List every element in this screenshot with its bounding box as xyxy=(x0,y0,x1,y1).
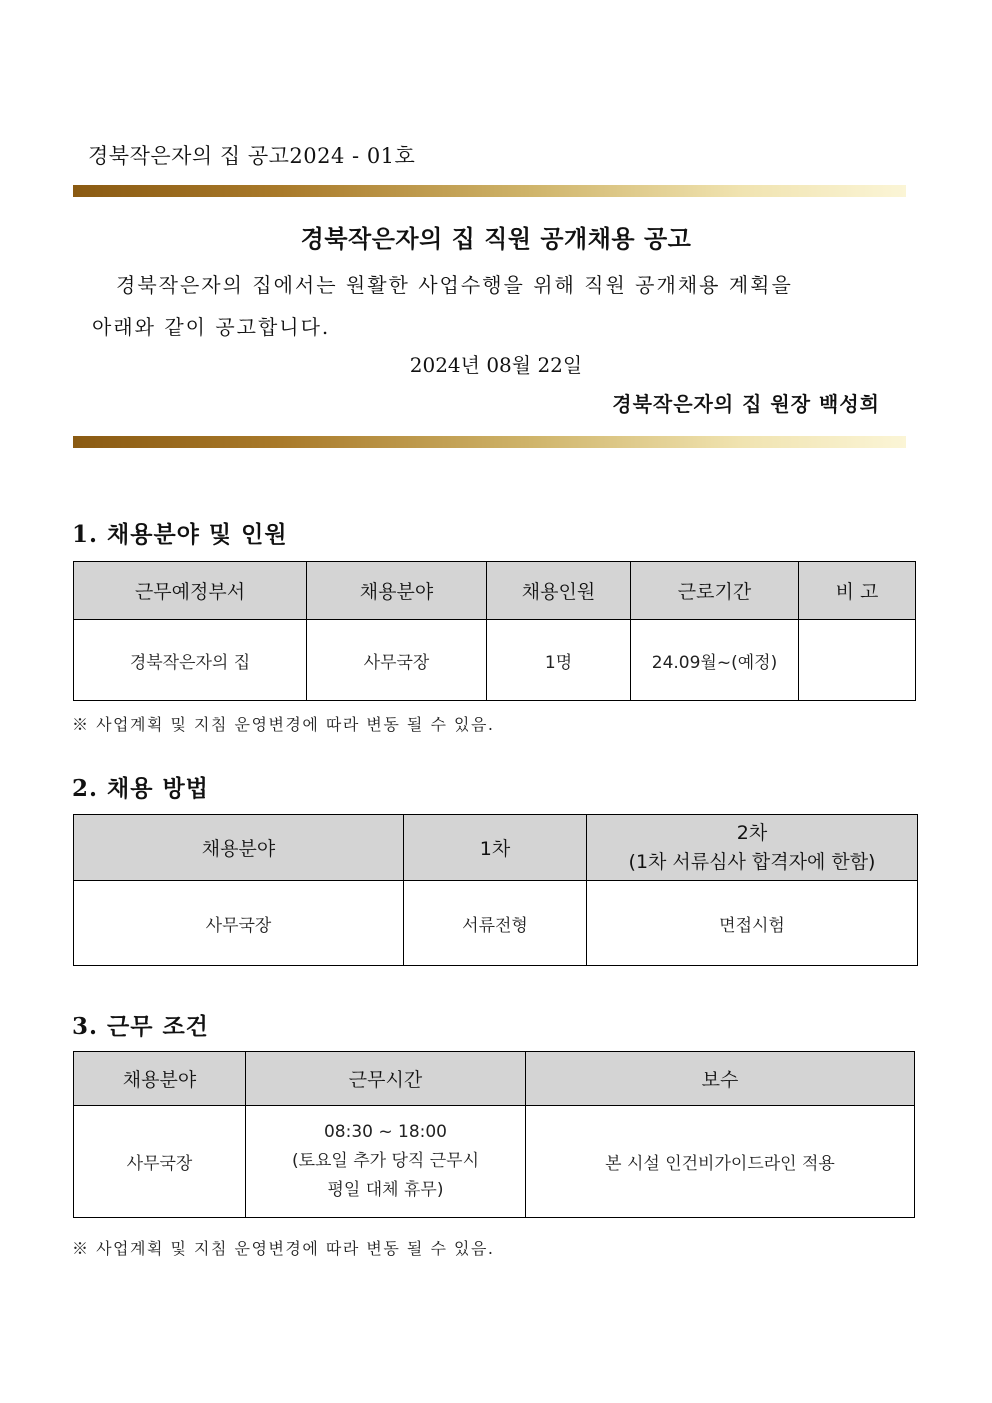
top-divider xyxy=(73,185,906,197)
table-header-row xyxy=(74,1052,915,1106)
table-cell: 서류전형 xyxy=(404,881,587,966)
table-cell: 사무국장 xyxy=(74,1106,246,1218)
intro-line-1: 경북작은자의 집에서는 원활한 사업수행을 위해 직원 공개채용 계획을 xyxy=(116,273,793,297)
table-header: 채용분야 xyxy=(307,562,487,620)
table-header: 근무시간 xyxy=(246,1052,526,1106)
table-header: 비 고 xyxy=(799,562,916,620)
recruitment-table xyxy=(73,561,916,701)
table-header: 근로기간 xyxy=(631,562,799,620)
date-text: 2024년 08월 22일 xyxy=(409,353,583,377)
table-header xyxy=(587,815,918,881)
conditions-table xyxy=(73,1051,915,1218)
table-cell: 경북작은자의 집 xyxy=(74,620,307,701)
table-header: 채용분야 xyxy=(74,815,404,881)
table-header-row xyxy=(74,815,918,881)
table-cell xyxy=(799,620,916,701)
section-1-note: ※ 사업계획 및 지침 운영변경에 따라 변동 될 수 있음. xyxy=(72,715,495,734)
table-row xyxy=(74,620,916,701)
document-title: 경북작은자의 집 직원 공개채용 공고 xyxy=(300,224,692,253)
header-line: 2차 xyxy=(736,821,768,844)
table-cell: 사무국장 xyxy=(307,620,487,701)
table-cell: 사무국장 xyxy=(74,881,404,966)
section-3-title: 3. 근무 조건 xyxy=(72,1013,209,1040)
header-line: (1차 서류심사 합격자에 한함) xyxy=(628,850,876,873)
notice-date xyxy=(0,349,992,378)
section-3-note: ※ 사업계획 및 지침 운영변경에 따라 변동 될 수 있음. xyxy=(72,1239,495,1258)
bottom-divider xyxy=(73,436,906,448)
signer: 경북작은자의 집 원장 백성희 xyxy=(612,392,880,416)
notice-number: 경북작은자의 집 공고2024 - 01호 xyxy=(88,144,416,168)
intro-paragraph xyxy=(92,264,886,348)
table-header: 보수 xyxy=(526,1052,915,1106)
table-header: 채용인원 xyxy=(487,562,631,620)
table-cell: 본 시설 인건비가이드라인 적용 xyxy=(526,1106,915,1218)
table-header: 근무예정부서 xyxy=(74,562,307,620)
table-cell: 24.09월~(예정) xyxy=(631,620,799,701)
table-row xyxy=(74,881,918,966)
table-header-row xyxy=(74,562,916,620)
work-hours-cell xyxy=(246,1106,526,1218)
table-row xyxy=(74,1106,915,1218)
intro-line-2: 아래와 같이 공고합니다. xyxy=(92,315,331,339)
hours-line: (토요일 추가 당직 근무시 xyxy=(291,1151,480,1171)
section-1-title: 1. 채용분야 및 인원 xyxy=(72,521,288,548)
table-cell: 면접시험 xyxy=(587,881,918,966)
hours-line: 08:30 ~ 18:00 xyxy=(323,1122,448,1142)
table-cell: 1명 xyxy=(487,620,631,701)
section-2-title: 2. 채용 방법 xyxy=(72,775,209,802)
table-header: 채용분야 xyxy=(74,1052,246,1106)
hours-line: 평일 대체 휴무) xyxy=(327,1180,444,1200)
table-header: 1차 xyxy=(404,815,587,881)
method-table xyxy=(73,814,918,966)
